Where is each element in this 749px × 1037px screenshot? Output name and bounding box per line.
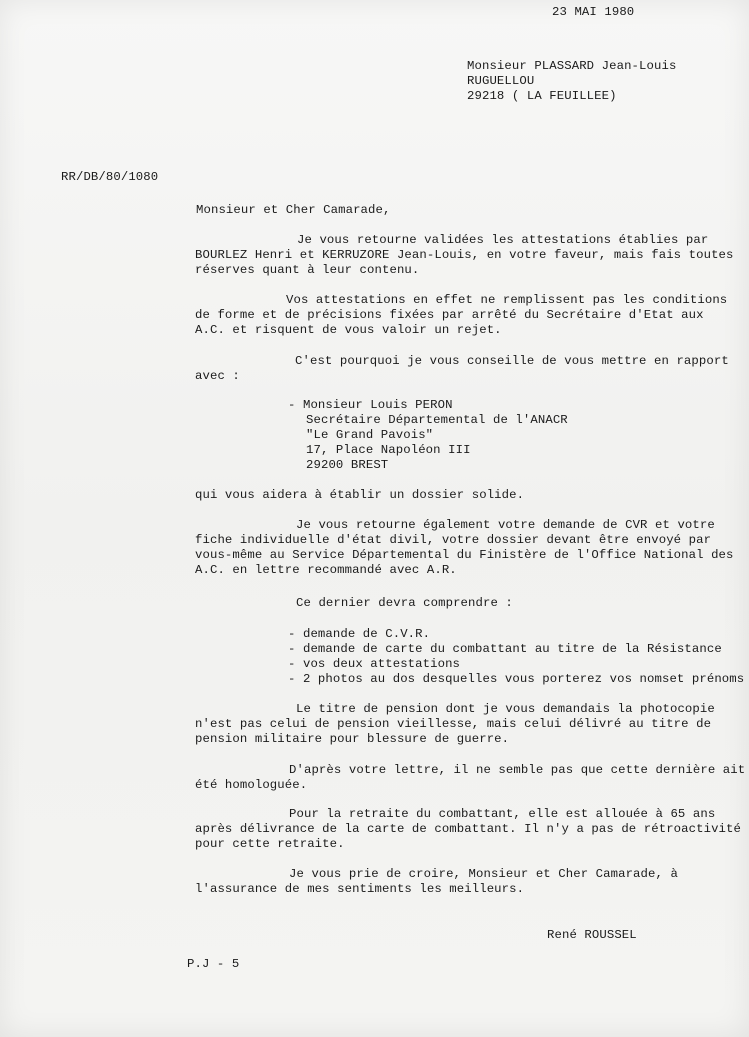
list-item: - 2 photos au dos desquelles vous porterez vos nomset prénoms bbox=[288, 672, 745, 686]
paragraph-1-line-1: Je vous retourne validées les attestations établies par bbox=[297, 233, 709, 247]
paragraph-1-line-2: BOURLEZ Henri et KERRUZORE Jean-Louis, en votre faveur, mais fais toutes bbox=[195, 248, 734, 262]
paragraph-5-line-4: A.C. en lettre recommandé avec A.R. bbox=[195, 563, 457, 577]
paragraph-2-line-1: Vos attestations en effet ne remplissent pas les conditions bbox=[286, 293, 728, 307]
letter-date: 23 MAI 1980 bbox=[552, 5, 635, 19]
paragraph-5-line-3: vous-même au Service Départemental du Finistère de l'Office National des bbox=[195, 548, 734, 562]
paragraph-4: qui vous aidera à établir un dossier solide. bbox=[195, 488, 525, 502]
paragraph-9-line-1: Pour la retraite du combattant, elle est allouée à 65 ans bbox=[289, 807, 716, 821]
paragraph-3-line-2: avec : bbox=[195, 369, 240, 383]
list-item: - demande de carte du combattant au titre de la Résistance bbox=[288, 642, 722, 656]
paragraph-9-line-3: pour cette retraite. bbox=[195, 837, 345, 851]
contact-title: Secrétaire Départemental de l'ANACR bbox=[306, 413, 568, 427]
salutation: Monsieur et Cher Camarade, bbox=[196, 203, 391, 217]
paragraph-10-line-2: l'assurance de mes sentiments les meilleurs. bbox=[195, 882, 525, 896]
paragraph-7-line-1: Le titre de pension dont je vous demandais la photocopie bbox=[296, 702, 715, 716]
reference-code: RR/DB/80/1080 bbox=[61, 170, 159, 184]
paragraph-1-line-3: réserves quant à leur contenu. bbox=[195, 263, 420, 277]
paragraph-2-line-3: A.C. et risquent de vous valoir un rejet. bbox=[195, 323, 502, 337]
paragraph-7-line-3: pension militaire pour blessure de guerre. bbox=[195, 732, 510, 746]
paragraph-5-line-2: fiche individuelle d'état divil, votre dossier devant être envoyé par bbox=[195, 533, 712, 547]
contact-name: - Monsieur Louis PERON bbox=[288, 398, 453, 412]
enclosure-note: P.J - 5 bbox=[187, 957, 240, 971]
recipient-street: RUGUELLOU bbox=[467, 74, 535, 88]
paragraph-7-line-2: n'est pas celui de pension vieillesse, mais celui délivré au titre de bbox=[195, 717, 712, 731]
paragraph-9-line-2: après délivrance de la carte de combattant. Il n'y a pas de rétroactivité bbox=[195, 822, 741, 836]
list-item: - demande de C.V.R. bbox=[288, 627, 431, 641]
signature-name: René ROUSSEL bbox=[547, 928, 637, 942]
paragraph-3-line-1: C'est pourquoi je vous conseille de vous mettre en rapport bbox=[295, 354, 729, 368]
list-item: - vos deux attestations bbox=[288, 657, 461, 671]
paragraph-2-line-2: de forme et de précisions fixées par arrêté du Secrétaire d'Etat aux bbox=[195, 308, 704, 322]
paragraph-8-line-2: été homologuée. bbox=[195, 778, 308, 792]
contact-city: 29200 BREST bbox=[306, 458, 389, 472]
paragraph-6: Ce dernier devra comprendre : bbox=[296, 596, 513, 610]
recipient-city: 29218 ( LA FEUILLEE) bbox=[467, 89, 617, 103]
contact-street: 17, Place Napoléon III bbox=[306, 443, 471, 457]
contact-building: "Le Grand Pavois" bbox=[306, 428, 434, 442]
paragraph-8-line-1: D'après votre lettre, il ne semble pas que cette dernière ait bbox=[289, 763, 746, 777]
recipient-name: Monsieur PLASSARD Jean-Louis bbox=[467, 59, 677, 73]
paragraph-5-line-1: Je vous retourne également votre demande de CVR et votre bbox=[296, 518, 715, 532]
paragraph-10-line-1: Je vous prie de croire, Monsieur et Cher Camarade, à bbox=[289, 867, 678, 881]
